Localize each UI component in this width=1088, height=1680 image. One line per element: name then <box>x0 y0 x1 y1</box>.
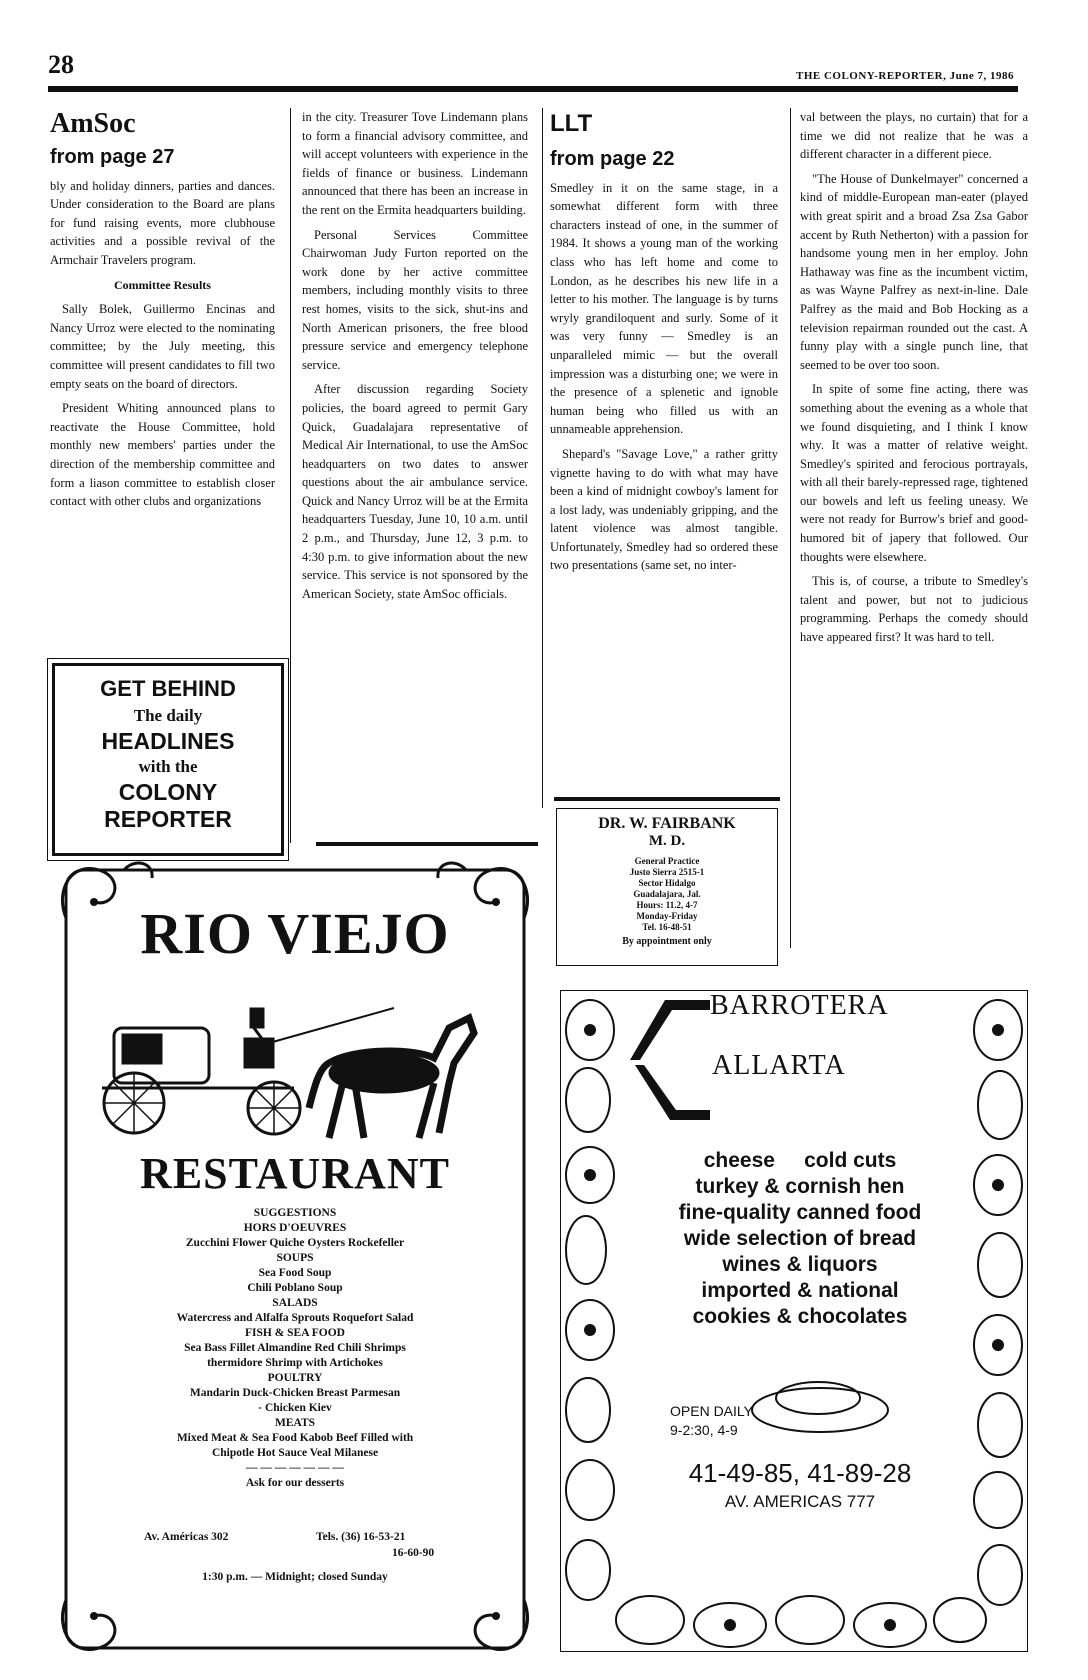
amsoc-column-2 <box>302 108 528 609</box>
rio-viejo-name: RIO VIEJO <box>140 901 450 966</box>
abarrotera-item: wines & liquors <box>722 1253 878 1276</box>
fairbank-tel: Tel. 16-48-51 <box>642 922 692 932</box>
abarrotera-item: imported & national <box>701 1279 899 1302</box>
amsoc-paragraph: in the city. Treasurer Tove Lindemann plans to form a financial advisory committee, and will accept volunteers with experience in the fields of finance or business. Lindemann announced that there has been an increase in the rent on the Ermita headquarters building. <box>302 110 528 217</box>
fairbank-specialty: General Practice <box>634 856 700 866</box>
rio-viejo-menu <box>64 1206 526 1491</box>
get-behind-line: COLONY <box>118 779 218 805</box>
get-behind-line: REPORTER <box>104 806 232 832</box>
llt-continued: from page 22 <box>550 148 675 170</box>
menu-line: SUGGESTIONS <box>253 1207 337 1219</box>
rio-viejo-type: RESTAURANT <box>140 1149 450 1198</box>
llt-paragraph: "The House of Dunkelmayer" concerned a kind of middle-European man-eater (played with great spirit and a broad Zsa Zsa Gabor accent by Ruth Netherton) with a passion for handsome young men in her employ. John Hathaway was fine as the incumbent victim, as was Wayne Palfrey as next-in-line. Dale Palfrey as the maid and Bob Hocking as a television repairman rounded out the cast. A funny play with a single punch line, that seemed to be over too soon. <box>800 171 1028 372</box>
llt-paragraph: Smedley in it on the same stage, in a somewhat different form with three characters instead of one, in the summer of 1984. It shows a young man of the working class who has left home and come to London, as he describes his new life in a letter to his mother. The language is by turns wryly grandiloquent and surly. Some of it was very funny — Smedley is an unparalleled mimic — but the overall impression was a disturbing one; we were in the presence of a splenetic and ignoble human being who filled us with an unnameable apprehension. <box>550 180 778 437</box>
menu-line: Watercress and Alfalfa Sprouts Roquefort Salad <box>176 1312 414 1324</box>
fairbank-hours: Hours: 11.2, 4-7 <box>636 900 698 910</box>
amsoc-paragraph: Sally Bolek, Guillermo Encinas and Nancy Urroz were elected to the nominating committee; by the July meeting, this committee will present candidates to fill two empty seats on the board of directors. <box>50 302 275 391</box>
fairbank-hours: Monday-Friday <box>636 911 698 921</box>
menu-line: HORS D'OEUVRES <box>243 1222 347 1234</box>
get-behind-line: The daily <box>133 706 203 725</box>
rio-top-rule <box>316 842 538 846</box>
menu-line: Chipotle Hot Sauce Veal Milanese <box>211 1447 379 1459</box>
menu-line: POULTRY <box>267 1372 323 1384</box>
menu-line: SOUPS <box>276 1252 314 1264</box>
menu-line: — — — — — — — <box>246 1462 344 1474</box>
menu-line: Mixed Meat & Sea Food Kabob Beef Filled with <box>176 1432 414 1444</box>
llt-headline: LLT <box>550 110 593 137</box>
menu-line: - Chicken Kiev <box>258 1402 332 1414</box>
column-rule <box>542 108 543 808</box>
fairbank-top-rule <box>554 797 780 801</box>
menu-line: FISH & SEA FOOD <box>244 1327 345 1339</box>
rio-viejo-tels-second: 16-60-90 <box>392 1547 435 1559</box>
amsoc-continued: from page 27 <box>50 146 175 168</box>
fairbank-address: Guadalajara, Jal. <box>633 889 701 899</box>
amsoc-headline: AmSoc <box>50 108 136 139</box>
get-behind-ad <box>52 663 284 856</box>
llt-paragraph: Shepard's "Savage Love," a rather gritty vignette having to do with what may have been a kind of midnight cowboy's lament for a lost lady, was undeniably gripping, and the latent violence was almost tangible. Unfortunately, Smedley had so ordered these two presentations (same set, no inter- <box>550 446 778 573</box>
amsoc-subhead: Committee Results <box>114 277 211 292</box>
page-number: 28 <box>48 50 74 79</box>
rio-viejo-tels: Tels. (36) 16-53-21 <box>316 1531 406 1543</box>
menu-line: Mandarin Duck-Chicken Breast Parmesan <box>189 1387 401 1399</box>
menu-line: Zucchini Flower Quiche Oysters Rockefeller <box>185 1237 405 1249</box>
llt-paragraph: This is, of course, a tribute to Smedley's talent and power, but not to judicious programming. Perhaps the comedy should have appeared first? It was hard to tell. <box>800 574 1028 645</box>
abarrotera-item: wide selection of bread <box>683 1227 917 1250</box>
menu-line: Chili Poblano Soup <box>247 1282 343 1294</box>
amsoc-paragraph: bly and holiday dinners, parties and dances. Under consideration to the Board are plans for fund raising events, more clubhouse activities and a possible revival of the Armchair Travelers program. <box>50 178 275 267</box>
menu-line: Ask for our desserts <box>245 1477 345 1489</box>
abarrotera-item: fine-quality canned food <box>678 1201 922 1224</box>
menu-line: SALADS <box>272 1297 318 1309</box>
llt-column-4 <box>800 108 1028 653</box>
amsoc-paragraph: President Whiting announced plans to reactivate the House Committee, hold monthly new members' parties under the direction of the membership committee and form a liason committee to establish closer contact with other clubs and organizations <box>50 401 275 509</box>
menu-line: Sea Bass Fillet Almandine Red Chili Shrimps <box>184 1342 406 1354</box>
menu-line: MEATS <box>274 1417 316 1429</box>
abarrotera-address: AV. AMERICAS 777 <box>724 1492 876 1511</box>
fairbank-name: DR. W. FAIRBANK <box>598 815 736 832</box>
fairbank-appointment: By appointment only <box>622 936 712 947</box>
fairbank-ad <box>556 808 778 966</box>
menu-line: thermidore Shrimp with Artichokes <box>207 1357 383 1369</box>
get-behind-line: HEADLINES <box>101 728 235 754</box>
abarrotera-open-hours: 9-2:30, 4-9 <box>670 1422 738 1438</box>
fairbank-address: Justo Sierra 2515-1 <box>629 867 705 877</box>
column-rule <box>290 108 291 843</box>
fairbank-title: M. D. <box>648 833 686 849</box>
amsoc-column-1 <box>50 108 275 517</box>
amsoc-paragraph: Personal Services Committee Chairwoman Judy Furton reported on the work done by her active committee members, including monthly visits to three rest homes, visits to the sick, shut-ins and North American prisoners, the free blood pressure service and emergency telephone service. <box>302 227 528 372</box>
get-behind-line: with the <box>138 757 198 776</box>
abarrotera-phones: 41-49-85, 41-89-28 <box>688 1458 912 1488</box>
abarrotera-item: turkey & cornish hen <box>695 1175 905 1198</box>
column-rule <box>790 108 791 948</box>
menu-line: Sea Food Soup <box>258 1267 332 1279</box>
llt-paragraph: val between the plays, no curtain) that for a time we did not realize that he was a different character in a different piece. <box>800 110 1028 162</box>
rio-viejo-address: Av. Américas 302 <box>144 1531 229 1543</box>
llt-column-3 <box>550 108 778 581</box>
rio-viejo-hours: 1:30 p.m. — Midnight; closed Sunday <box>202 1571 388 1583</box>
publication-line: THE COLONY-REPORTER, June 7, 1986 <box>795 70 1014 82</box>
abarrotera-open-label: OPEN DAILY <box>670 1403 753 1419</box>
llt-paragraph: In spite of some fine acting, there was something about the evening as a whole that we found disquieting, and I think I know why. It was a matter of relative weight. Smedley's spirited and ferocious portrayals, with all their barely-repressed rage, tightened our bowels and left us feeling uneasy. We were not ready for Burrow's brief and good-humored bit of japery that followed. Our thoughts were elsewhere. <box>800 382 1028 564</box>
abarrotera-item: cookies & chocolates <box>692 1305 908 1328</box>
abarrotera-ad <box>560 990 1028 1652</box>
masthead-rule <box>48 86 1018 92</box>
horse-carriage-icon <box>94 988 494 1148</box>
get-behind-line: GET BEHIND <box>100 676 236 701</box>
abarrotera-item: cheese cold cuts <box>703 1149 897 1172</box>
abarrotera-name-line1: BARROTERA <box>710 990 889 1021</box>
abarrotera-name-line2: ALLARTA <box>712 1050 846 1081</box>
abarrotera-items <box>630 1148 970 1330</box>
rio-viejo-ad <box>54 858 536 1660</box>
fairbank-address: Sector Hidalgo <box>638 878 696 888</box>
amsoc-paragraph: After discussion regarding Society policies, the board agreed to permit Gary Quick, Guadalajara representative of Medical Air International, to use the AmSoc headquarters on two dates to answer questions about the air ambulance service. Quick and Nancy Urroz will be at the Ermita headquarters Tuesday, June 10, 10 a.m. until 2 p.m., and Thursday, June 12, 3 p.m. to 4:30 p.m. to give information about the new service. This service is not sponsored by the American Society, state AmSoc officials. <box>302 382 528 601</box>
